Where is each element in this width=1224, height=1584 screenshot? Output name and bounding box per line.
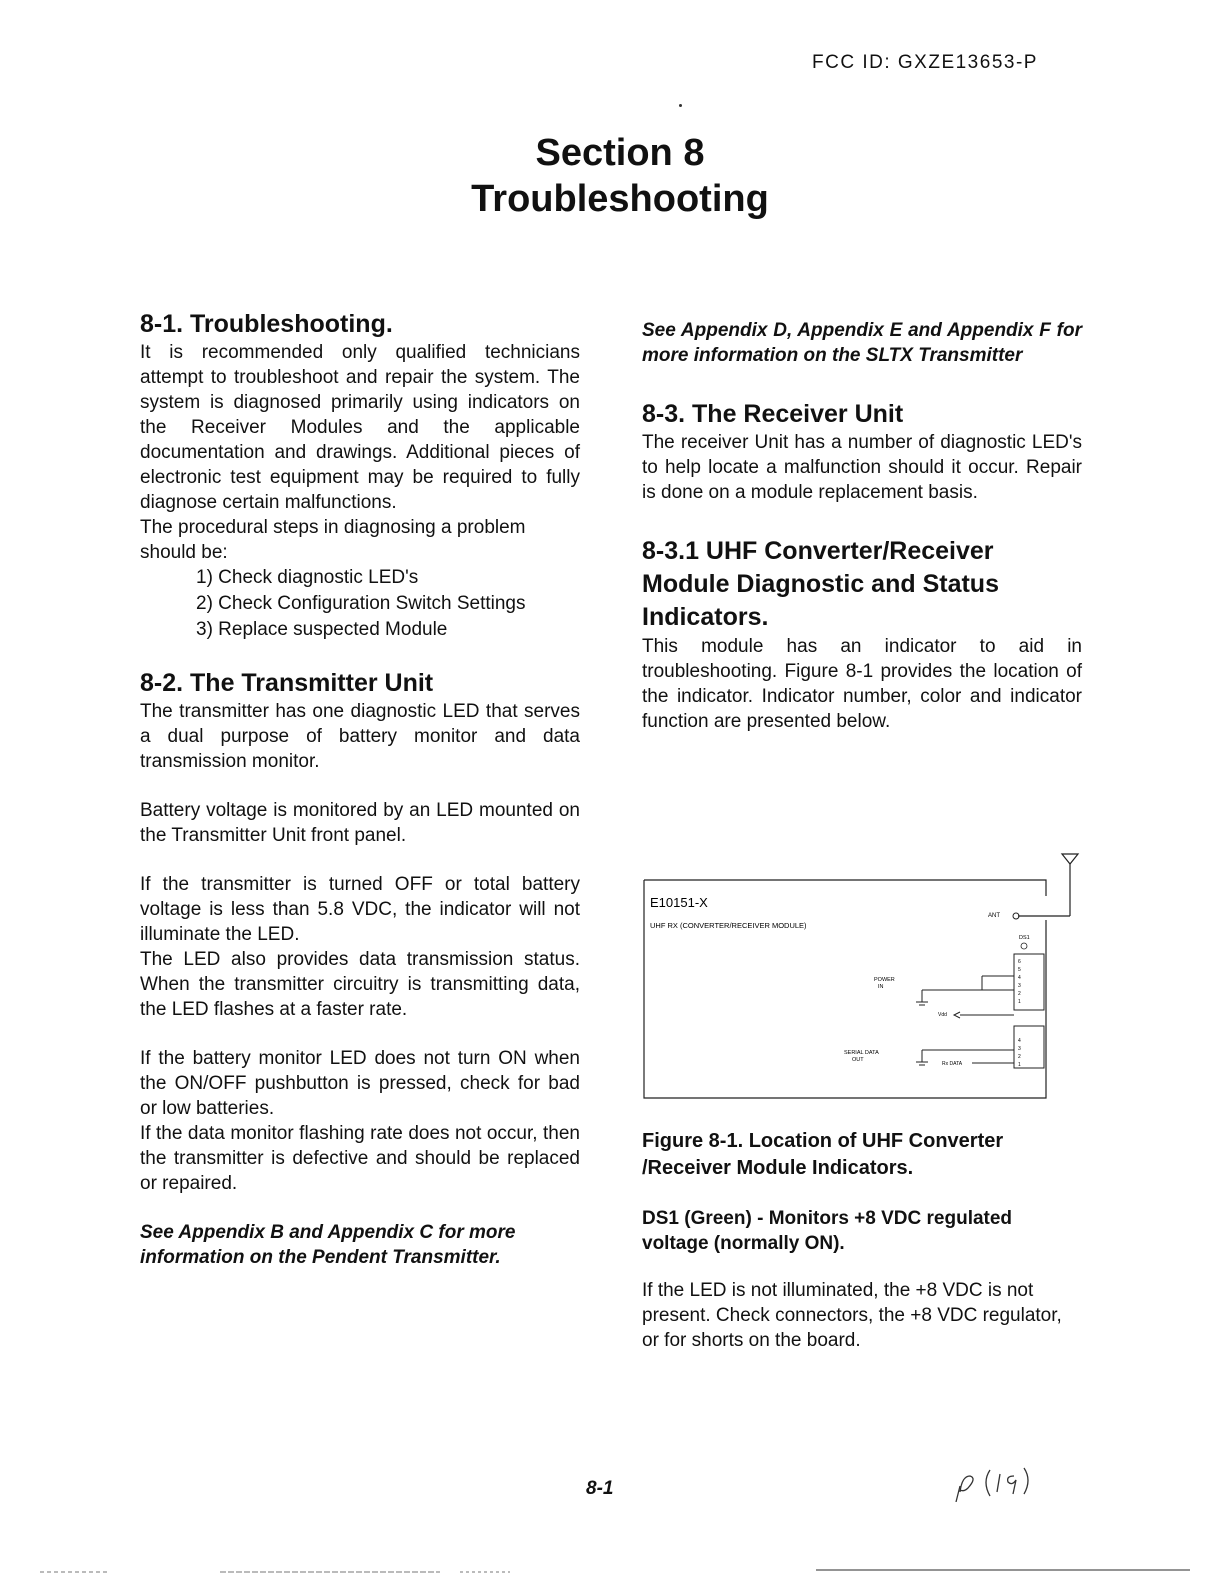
para-8-2-status: The LED also provides data transmission status. When the transmitter circuitry is transmitting data, the LED flashes at a faster rate. <box>140 949 580 1020</box>
para-8-2-led: The transmitter has one diagnostic LED that serves a dual purpose of battery monitor and data transmission monitor. <box>140 701 580 772</box>
procedure-step: 2) Check Configuration Switch Settings <box>196 593 526 614</box>
para-8-3-1: This module has an indicator to aid in troubleshooting. Figure 8-1 provides the location of the indicator. Indicator number, color and indicator function are presented below. <box>642 636 1082 732</box>
para-8-1-intro: It is recommended only qualified technicians attempt to troubleshoot and repair the system. The system is diagnosed primarily using indicators on the Receiver Modules and the applicable documentation and drawings. Additional pieces of electronic test equipment may be required to fully diagnose certain malfunctions. <box>140 342 580 513</box>
figure-8-1-caption: Figure 8-1. Location of UHF Converter /Receiver Module Indicators. <box>642 1130 1004 1179</box>
para-8-2-battery-check: If the battery monitor LED does not turn ON when the ON/OFF pushbutton is pressed, check for bad or low batteries. <box>140 1048 580 1119</box>
fcc-id: FCC ID: GXZE13653-P <box>812 52 1038 73</box>
module-diagram <box>642 850 1092 1110</box>
antenna-icon <box>1018 854 1078 916</box>
procedure-step: 3) Replace suspected Module <box>196 619 448 640</box>
figure-caption <box>642 1128 1082 1182</box>
svg-text:3: 3 <box>1018 983 1021 989</box>
para-8-1-steps-intro: The procedural steps in diagnosing a problem should be: <box>140 517 526 563</box>
svg-text:5: 5 <box>1018 967 1021 973</box>
para-8-2-battery: Battery voltage is monitored by an LED mounted on the Transmitter Unit front panel. <box>140 800 580 846</box>
heading-8-1: 8-1. Troubleshooting. <box>140 310 393 338</box>
para-8-2-off: If the transmitter is turned OFF or total battery voltage is less than 5.8 VDC, the indicator will not illuminate the LED. <box>140 874 580 945</box>
procedure-step: 1) Check diagnostic LED's <box>196 567 419 588</box>
title-section: Section 8 <box>535 132 705 174</box>
vdd-label: Vdd <box>938 1012 947 1018</box>
ds1-heading: DS1 (Green) - Monitors +8 VDC regulated voltage (normally ON). <box>642 1208 1013 1254</box>
serial-out-label: OUT <box>852 1057 864 1063</box>
left-column <box>140 308 580 1270</box>
handwritten-page-note <box>950 1462 1040 1502</box>
heading-8-2: 8-2. The Transmitter Unit <box>140 669 434 697</box>
right-column <box>642 318 1082 734</box>
part-number: E10151-X <box>650 895 708 910</box>
page-title <box>0 130 1224 222</box>
svg-text:2: 2 <box>1018 991 1021 997</box>
rx-data-label: Rx DATA <box>942 1061 963 1067</box>
para-8-2-data-check: If the data monitor flashing rate does not occur, then the transmitter is defective and should be replaced or repaired. <box>140 1123 580 1194</box>
title-topic: Troubleshooting <box>471 178 769 220</box>
ds1-description-block <box>642 1278 1082 1353</box>
ds1-label: DS1 <box>1019 935 1030 941</box>
note-appendix-b-c: See Appendix B and Appendix C for more information on the Pendent Transmitter. <box>140 1222 516 1268</box>
svg-text:1: 1 <box>1018 1062 1021 1068</box>
page-number: 8-1 <box>586 1478 614 1499</box>
power-label: POWER <box>874 977 895 983</box>
led-ds1-icon <box>1021 943 1027 949</box>
svg-text:2: 2 <box>1018 1054 1021 1060</box>
serial-data-label: SERIAL DATA <box>844 1050 879 1056</box>
svg-text:4: 4 <box>1018 975 1021 981</box>
heading-8-3: 8-3. The Receiver Unit <box>642 400 904 428</box>
scan-artifact-lines <box>0 1560 1224 1584</box>
ds1-block <box>642 1206 1082 1256</box>
svg-text:4: 4 <box>1018 1038 1021 1044</box>
svg-text:1: 1 <box>1018 999 1021 1005</box>
heading-8-3-1: 8-3.1 UHF Converter/Receiver Module Diagnostic and Status Indicators. <box>642 537 999 631</box>
svg-text:3: 3 <box>1018 1046 1021 1052</box>
note-appendix-d-e-f: See Appendix D, Appendix E and Appendix F for more information on the SLTX Transmitter <box>642 320 1082 366</box>
module-name: UHF RX (CONVERTER/RECEIVER MODULE) <box>650 921 807 930</box>
procedure-list <box>196 565 580 643</box>
para-8-3: The receiver Unit has a number of diagnostic LED's to help locate a malfunction should it occur. Repair is done on a module replacement basis. <box>642 432 1082 503</box>
scan-dot <box>679 104 682 107</box>
ds1-description: If the LED is not illuminated, the +8 VDC is not present. Check connectors, the +8 VDC regulator, or for shorts on the board. <box>642 1280 1062 1351</box>
svg-text:6: 6 <box>1018 959 1021 965</box>
ant-label: ANT <box>988 913 1000 919</box>
power-in-label: IN <box>878 984 884 990</box>
